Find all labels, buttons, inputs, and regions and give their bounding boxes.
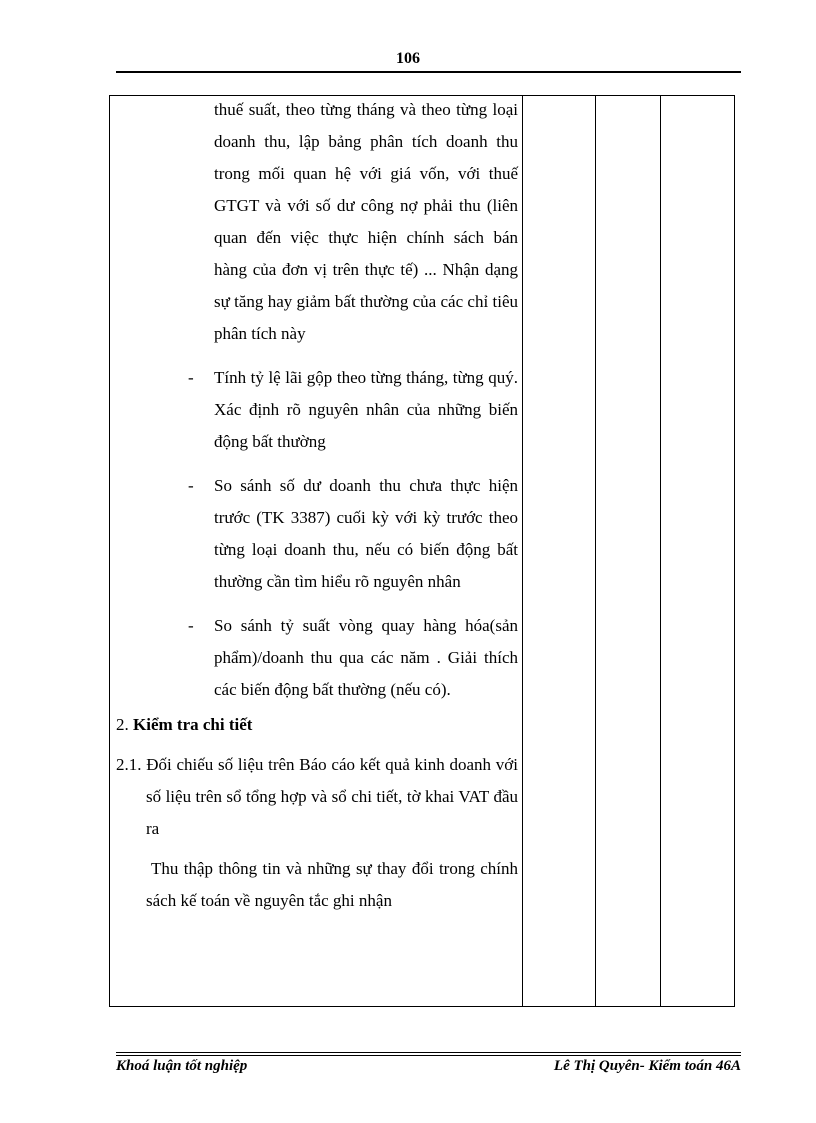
table-column-divider-3 xyxy=(660,95,661,1007)
continuation-paragraph: thuế suất, theo từng tháng và theo từng loại doanh thu, lập bảng phân tích doanh thu trong mối quan hệ với giá vốn, với thuế GTGT và với số dư công nợ phải thu (liên quan đến việc thực hiện chính sách bán hàng của đơn vị trên thực tế) ... Nhận dạng sự tăng hay giảm bất thường của các chỉ tiêu phân tích này xyxy=(214,100,518,343)
table-column-divider-1 xyxy=(522,95,523,1007)
bullet-text: So sánh số dư doanh thu chưa thực hiện trước (TK 3387) cuối kỳ với kỳ trước theo từng loại doanh thu, nếu có biến động bất thường cần tìm hiểu rõ nguyên nhân xyxy=(214,476,518,591)
header-rule xyxy=(116,71,741,73)
bullet-text: So sánh tỷ suất vòng quay hàng hóa(sản phẩm)/doanh thu qua các năm . Giải thích các biến động bất thường (nếu có). xyxy=(214,616,518,699)
bullet-dash: - xyxy=(188,368,194,387)
section-heading xyxy=(116,709,518,741)
heading-text: Kiểm tra chi tiết xyxy=(133,715,253,734)
bullet-dash: - xyxy=(188,616,194,635)
bullet-item xyxy=(188,362,518,458)
heading-number: 2. xyxy=(116,715,129,734)
bullet-item xyxy=(188,470,518,598)
page-number: 106 xyxy=(396,50,420,67)
bullet-item xyxy=(188,610,518,706)
subsection-2-1: 2.1. Đối chiếu số liệu trên Báo cáo kết quả kinh doanh với số liệu trên sổ tổng hợp và sổ chi tiết, tờ khai VAT đầu ra xyxy=(116,755,518,838)
procedure-column xyxy=(116,94,518,917)
last-paragraph: Thu thập thông tin và những sự thay đổi trong chính sách kế toán về nguyên tắc ghi nhận xyxy=(146,859,518,910)
footer-author: Lê Thị Quyên- Kiểm toán 46A xyxy=(553,1058,741,1074)
footer-rule xyxy=(116,1052,741,1053)
bullet-text: Tính tỷ lệ lãi gộp theo từng tháng, từng quý. Xác định rõ nguyên nhân của những biến động bất thường xyxy=(214,368,518,451)
bullet-dash: - xyxy=(188,476,194,495)
footer-thesis-label: Khoá luận tốt nghiệp xyxy=(116,1058,248,1074)
footer-rule xyxy=(116,1055,741,1056)
table-column-divider-2 xyxy=(595,95,596,1007)
